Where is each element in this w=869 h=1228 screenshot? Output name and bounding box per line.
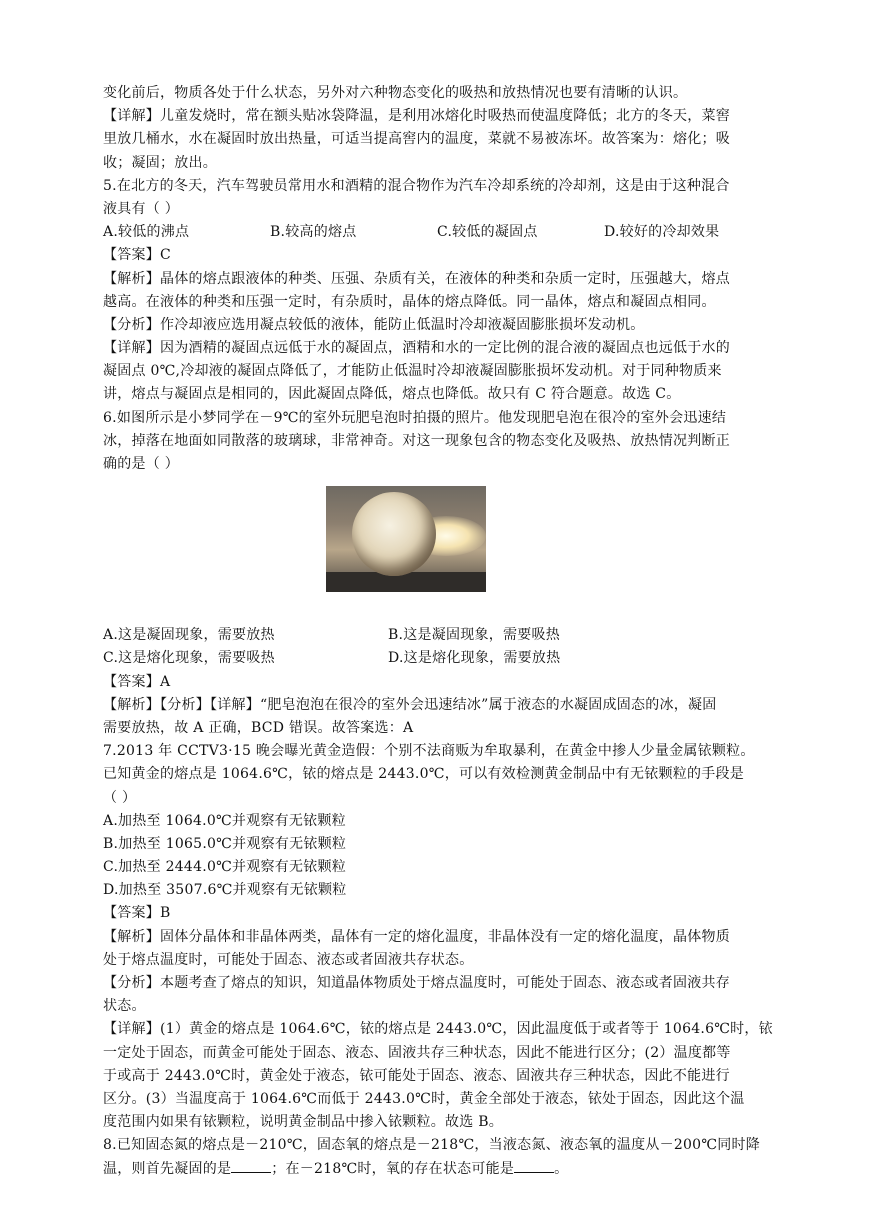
explain-line: 一定处于固态，而黄金可能处于固态、液态、固液共存三种状态，因此不能进行区分；(2）温度都等 (103, 1044, 731, 1061)
explain-line: 处于熔点温度时，可能处于固态、液态或者固液共存状态。 (103, 951, 474, 968)
explain-line: 【解析】【分析】【详解】“肥皂泡泡在很冷的室外会迅速结冰”属于液态的水凝固成固态的冰，凝固 (103, 696, 717, 713)
option-b: B.这是凝固现象，需要吸热 (388, 627, 560, 644)
text-line: 变化前后，物质各处于什么状态，另外对六种物态变化的吸热和放热情况也要有清晰的认识。 (103, 85, 688, 101)
stem-text: 。 (554, 1160, 569, 1177)
option-a: A.这是凝固现象，需要放热 (103, 627, 275, 644)
stem-text: ；在－218℃时，氧的存在状态可能是 (271, 1160, 515, 1177)
option-b: B.加热至 1065.0℃并观察有无铱颗粒 (103, 835, 347, 852)
question-stem: 6.如图所示是小梦同学在－9℃的室外玩肥皂泡时拍摄的照片。他发现肥皂泡在很冷的室外会迅速结 (103, 409, 727, 426)
answer-line: 【答案】B (103, 905, 171, 922)
question-stem: 冰，掉落在地面如同散落的玻璃球，非常神奇。对这一现象包含的物态变化及吸热、放热情况判断正 (103, 432, 730, 449)
explain-line: 【解析】晶体的熔点跟液体的种类、压强、杂质有关，在液体的种类和杂质一定时，压强越大，熔点 (103, 270, 730, 287)
document-page (103, 82, 783, 1181)
question-5 (103, 175, 783, 407)
options-row (103, 647, 783, 670)
explain-line: 状态。 (103, 998, 146, 1015)
option-d: D.较好的冷却效果 (604, 224, 720, 241)
explain-line: 越高。在液体的种类和压强一定时，有杂质时，晶体的熔点降低。同一晶体，熔点和凝固点相同。 (103, 293, 716, 310)
question-stem: 7.2013 年 CCTV3·15 晚会曝光黄金造假：个别不法商贩为牟取暴利，在黄金中掺人少量金属铱颗粒。 (103, 743, 755, 760)
explain-line: 区分。(3）当温度高于 1064.6℃而低于 2443.0℃时，黄金全部处于液态，铱处于固态，因此这个温 (103, 1090, 745, 1107)
explain-line: 讲，熔点与凝固点是相同的，因此凝固点降低，熔点也降低。故只有 C 符合题意。故选 C。 (103, 386, 681, 403)
frozen-soap-bubble-photo (326, 486, 486, 592)
explain-line: 【分析】本题考查了熔点的知识，知道晶体物质处于熔点温度时，可能处于固态、液态或者固液共存 (103, 975, 730, 991)
option-a: A.加热至 1064.0℃并观察有无铱颗粒 (103, 812, 346, 829)
explain-line: 【详解】(1）黄金的熔点是 1064.6℃，铱的熔点是 2443.0℃，因此温度低于或者等于 1064.6℃时，铱 (103, 1021, 773, 1038)
question-stem: 确的是（ ） (103, 456, 179, 472)
option-d: D.加热至 3507.6℃并观察有无铱颗粒 (103, 882, 347, 899)
text-line: 收；凝固；放出。 (103, 154, 217, 171)
frozen-bubble (352, 492, 436, 576)
option-b: B.较高的熔点 (270, 224, 357, 241)
answer-blank[interactable] (514, 1158, 554, 1173)
explain-line: 凝固点 0℃,冷却液的凝固点降低了，才能防止低温时冷却液凝固膨胀损坏发动机。对于同种物质来 (103, 363, 722, 380)
option-c: C.较低的凝固点 (437, 224, 538, 241)
option-c: C.加热至 2444.0℃并观察有无铱颗粒 (103, 859, 347, 876)
answer-line: 【答案】A (103, 673, 171, 690)
figure-container (103, 476, 783, 624)
option-d: D.这是熔化现象，需要放热 (388, 650, 561, 667)
ground (326, 572, 486, 592)
question-stem: 5.在北方的冬天，汽车驾驶员常用水和酒精的混合物作为汽车冷却系统的冷却剂，这是由于这种混合 (103, 177, 730, 194)
text-line: 里放几桶水，水在凝固时放出热量，可适当提高窖内的温度，菜就不易被冻坏。故答案为：熔化；吸 (103, 131, 730, 148)
explain-line: 度范围内如果有铱颗粒，说明黄金制品中掺入铱颗粒。故选 B。 (103, 1114, 503, 1131)
option-c: C.这是熔化现象，需要吸热 (103, 650, 275, 667)
option-a: A.较低的沸点 (103, 224, 190, 241)
options-row (103, 221, 783, 244)
question-8 (103, 1134, 783, 1180)
answer-line: 【答案】C (103, 247, 171, 264)
options-row (103, 624, 783, 647)
question-stem: 已知黄金的熔点是 1064.6℃，铱的熔点是 2443.0℃，可以有效检测黄金制品中有无铱颗粒的手段是 (103, 766, 744, 783)
question-stem: （ ） (103, 789, 137, 806)
explain-line: 需要放热，故 A 正确，BCD 错误。故答案选：A (103, 719, 414, 736)
intro-block (103, 82, 783, 175)
answer-blank[interactable] (231, 1158, 271, 1173)
question-stem-line (103, 1158, 783, 1181)
text-line: 【详解】儿童发烧时，常在额头贴冰袋降温，是利用冰熔化时吸热而使温度降低；北方的冬天，菜窖 (103, 108, 730, 125)
stem-text: 温，则首先凝固的是 (103, 1160, 232, 1177)
question-stem: 8.已知固态氮的熔点是－210℃，固态氧的熔点是－218℃，当液态氮、液态氧的温度从－200℃同时降 (103, 1137, 761, 1154)
explain-line: 于或高于 2443.0℃时，黄金处于液态，铱可能处于固态、液态、固液共存三种状态，因此不能进行 (103, 1067, 730, 1084)
question-6 (103, 407, 783, 741)
explain-line: 【详解】因为酒精的凝固点远低于水的凝固点，酒精和水的一定比例的混合液的凝固点也远低于水的 (103, 340, 730, 357)
explain-line: 【分析】作冷却液应选用凝点较低的液体，能防止低温时冷却液凝固膨胀损坏发动机。 (103, 316, 645, 333)
explain-line: 【解析】固体分晶体和非晶体两类，晶体有一定的熔化温度，非晶体没有一定的熔化温度，晶体物质 (103, 928, 730, 945)
question-stem: 液具有（ ） (103, 200, 179, 217)
question-7 (103, 740, 783, 1134)
